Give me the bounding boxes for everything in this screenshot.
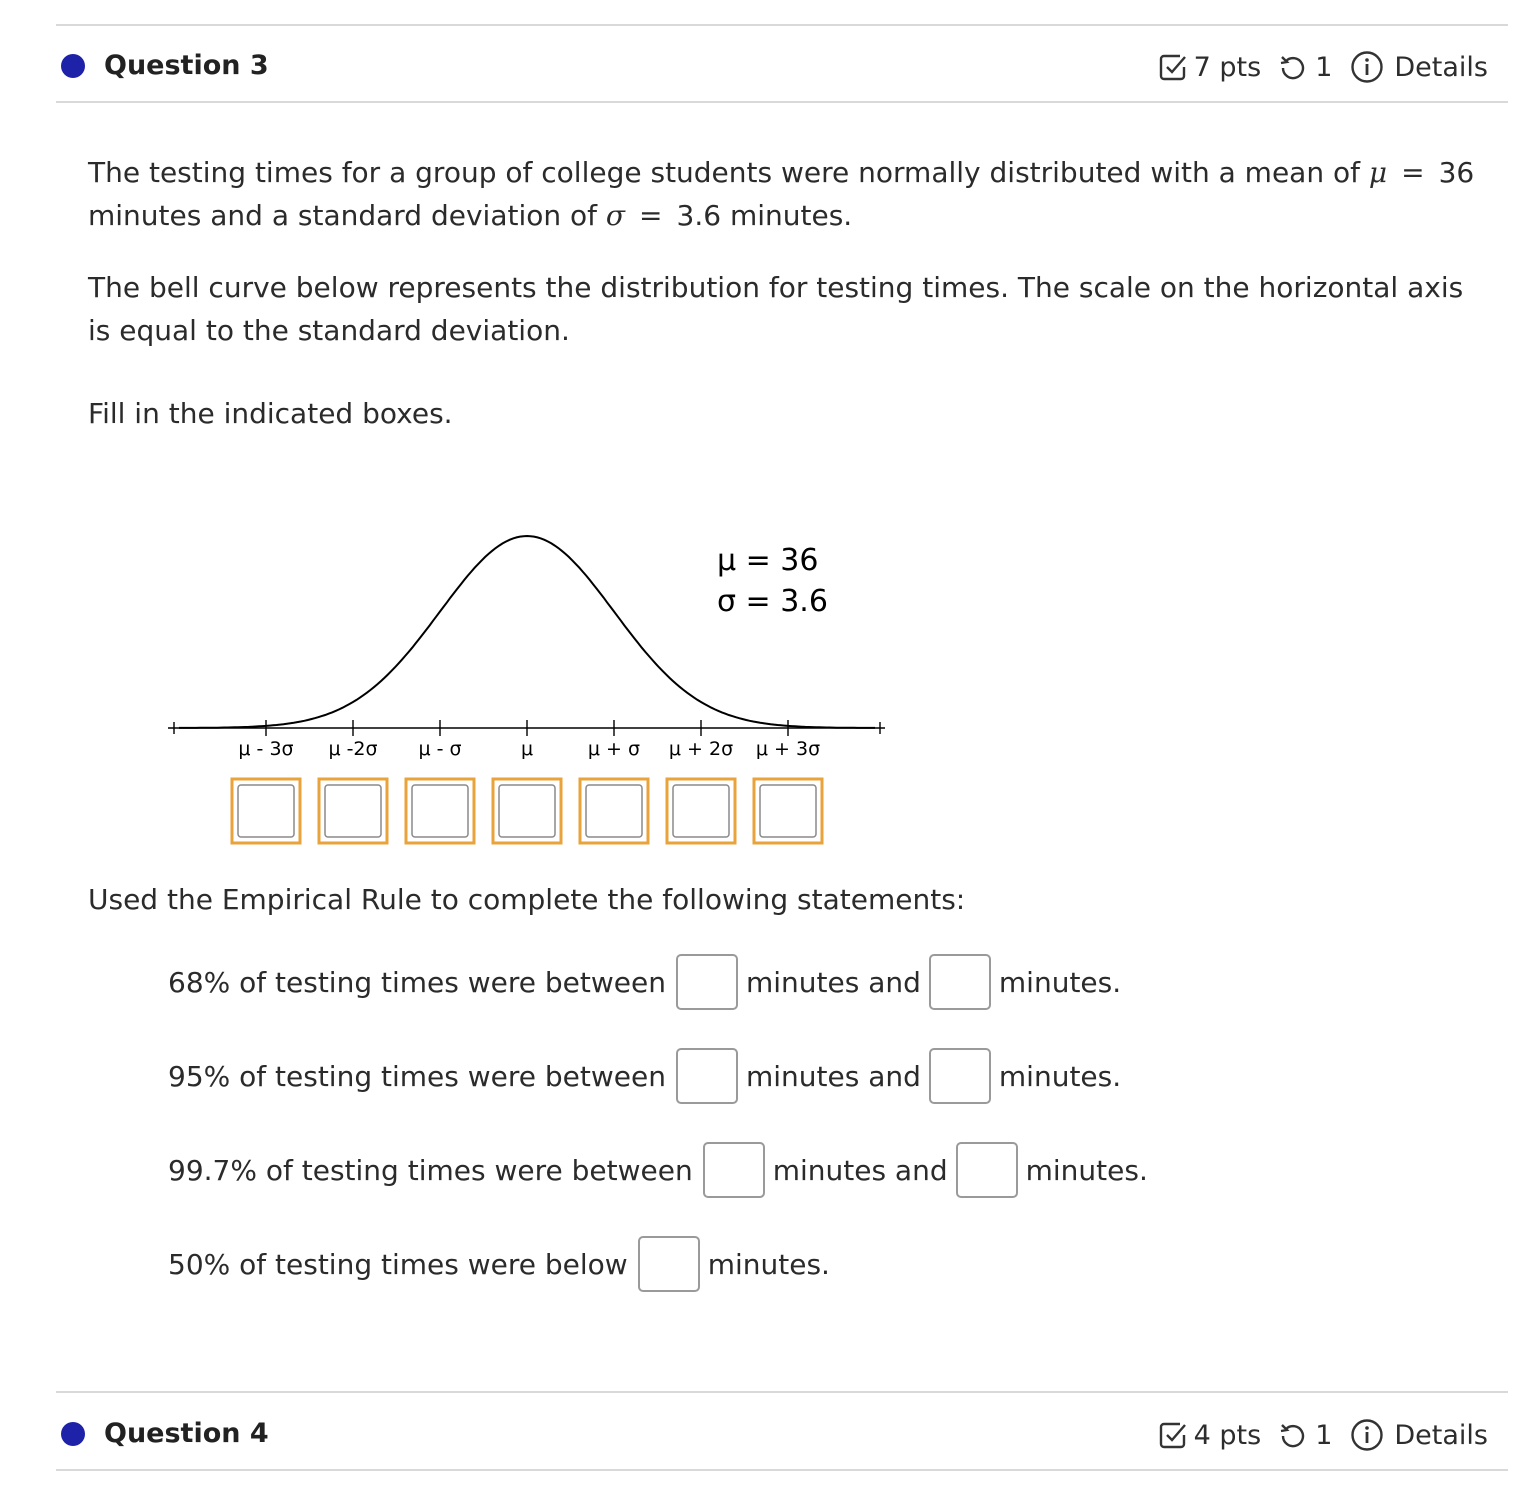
- problem-text: minutes.: [729, 199, 853, 232]
- answer-input-50[interactable]: [638, 1236, 700, 1292]
- statement-text: minutes.: [1025, 1153, 1148, 1187]
- info-icon[interactable]: [1350, 50, 1384, 84]
- mu-annotation: μ = 36: [717, 543, 819, 578]
- answer-box-input[interactable]: [499, 785, 555, 837]
- statement-text: minutes.: [707, 1247, 830, 1281]
- answer-box-input[interactable]: [325, 785, 381, 837]
- question-meta: [1158, 50, 1488, 84]
- retry-icon[interactable]: [1279, 53, 1307, 81]
- details-link[interactable]: Details: [1394, 1419, 1488, 1451]
- statement-text: minutes and: [745, 965, 921, 999]
- question-title: Question 4: [104, 1418, 269, 1449]
- problem-text: The testing times for a group of college students were normally distributed with a mean of: [88, 156, 1360, 189]
- top-divider: [56, 24, 1508, 26]
- question-status-dot: [61, 1422, 85, 1446]
- statement-text: minutes.: [998, 1059, 1122, 1093]
- equals-sign: =: [1401, 156, 1425, 189]
- question-4-top-divider: [56, 1391, 1508, 1393]
- x-tick-label: μ - 3σ: [238, 738, 294, 760]
- statement-text: minutes and: [772, 1153, 948, 1187]
- question-meta: [1158, 1418, 1488, 1452]
- question-3-header: [56, 36, 1508, 96]
- answer-input-68-high[interactable]: [929, 954, 991, 1010]
- checkbox-icon: [1158, 1420, 1188, 1450]
- answer-input-95-low[interactable]: [676, 1048, 738, 1104]
- statement-text: 99.7% of testing times were between: [168, 1153, 693, 1187]
- bottom-divider: [56, 1469, 1508, 1471]
- problem-text: minutes and a standard deviation of: [88, 199, 598, 232]
- details-link[interactable]: Details: [1394, 51, 1488, 83]
- info-icon[interactable]: [1350, 1418, 1384, 1452]
- answer-input-997-high[interactable]: [956, 1142, 1018, 1198]
- answer-box-input[interactable]: [760, 785, 816, 837]
- statement-text: 95% of testing times were between: [168, 1059, 666, 1093]
- attempts-count: 1: [1315, 1419, 1333, 1451]
- empirical-intro: Used the Empirical Rule to complete the following statements:: [88, 883, 966, 916]
- sd-value: 3.6: [676, 199, 722, 232]
- checkbox-icon: [1158, 52, 1188, 82]
- problem-paragraph-2: The bell curve below represents the distribution for testing times. The scale on the horizontal axis is equal to the standard deviation.: [88, 271, 1464, 347]
- x-tick-label: μ + 2σ: [668, 738, 734, 760]
- retry-icon[interactable]: [1279, 1421, 1307, 1449]
- header-divider: [56, 101, 1508, 103]
- answer-box-input[interactable]: [673, 785, 729, 837]
- statement-text: minutes and: [745, 1059, 921, 1093]
- bell-curve-chart: [160, 520, 900, 860]
- x-tick-label: μ - σ: [418, 738, 462, 760]
- sigma-annotation: σ = 3.6: [717, 584, 828, 619]
- problem-paragraph-1: [88, 151, 1488, 237]
- statement-text: 50% of testing times were below: [168, 1247, 628, 1281]
- x-tick-label: μ -2σ: [328, 738, 378, 760]
- points-label: 7 pts: [1193, 51, 1262, 83]
- statement-text: 68% of testing times were between: [168, 965, 666, 999]
- answer-box-input[interactable]: [412, 785, 468, 837]
- question-status-dot: [61, 54, 85, 78]
- answer-box-input[interactable]: [238, 785, 294, 837]
- question-title: Question 3: [104, 50, 269, 81]
- statement-68: [168, 952, 1121, 1012]
- attempts-count: 1: [1315, 51, 1333, 83]
- x-tick-label: μ + σ: [587, 738, 641, 760]
- x-tick-label: μ + 3σ: [755, 738, 821, 760]
- problem-paragraph-3: Fill in the indicated boxes.: [88, 397, 453, 430]
- equals-sign: =: [639, 199, 663, 232]
- answer-input-95-high[interactable]: [929, 1048, 991, 1104]
- statement-text: minutes.: [998, 965, 1122, 999]
- mean-value: 36: [1438, 156, 1475, 189]
- x-tick-label: μ: [520, 738, 534, 760]
- sigma-symbol: σ: [605, 199, 626, 232]
- statement-50: [168, 1234, 830, 1294]
- points-label: 4 pts: [1193, 1419, 1262, 1451]
- answer-input-997-low[interactable]: [703, 1142, 765, 1198]
- question-4-header: [56, 1404, 1508, 1464]
- statement-95: [168, 1046, 1121, 1106]
- answer-input-68-low[interactable]: [676, 954, 738, 1010]
- answer-box-input[interactable]: [586, 785, 642, 837]
- mu-symbol: μ: [1368, 156, 1388, 189]
- statement-99-7: [168, 1140, 1148, 1200]
